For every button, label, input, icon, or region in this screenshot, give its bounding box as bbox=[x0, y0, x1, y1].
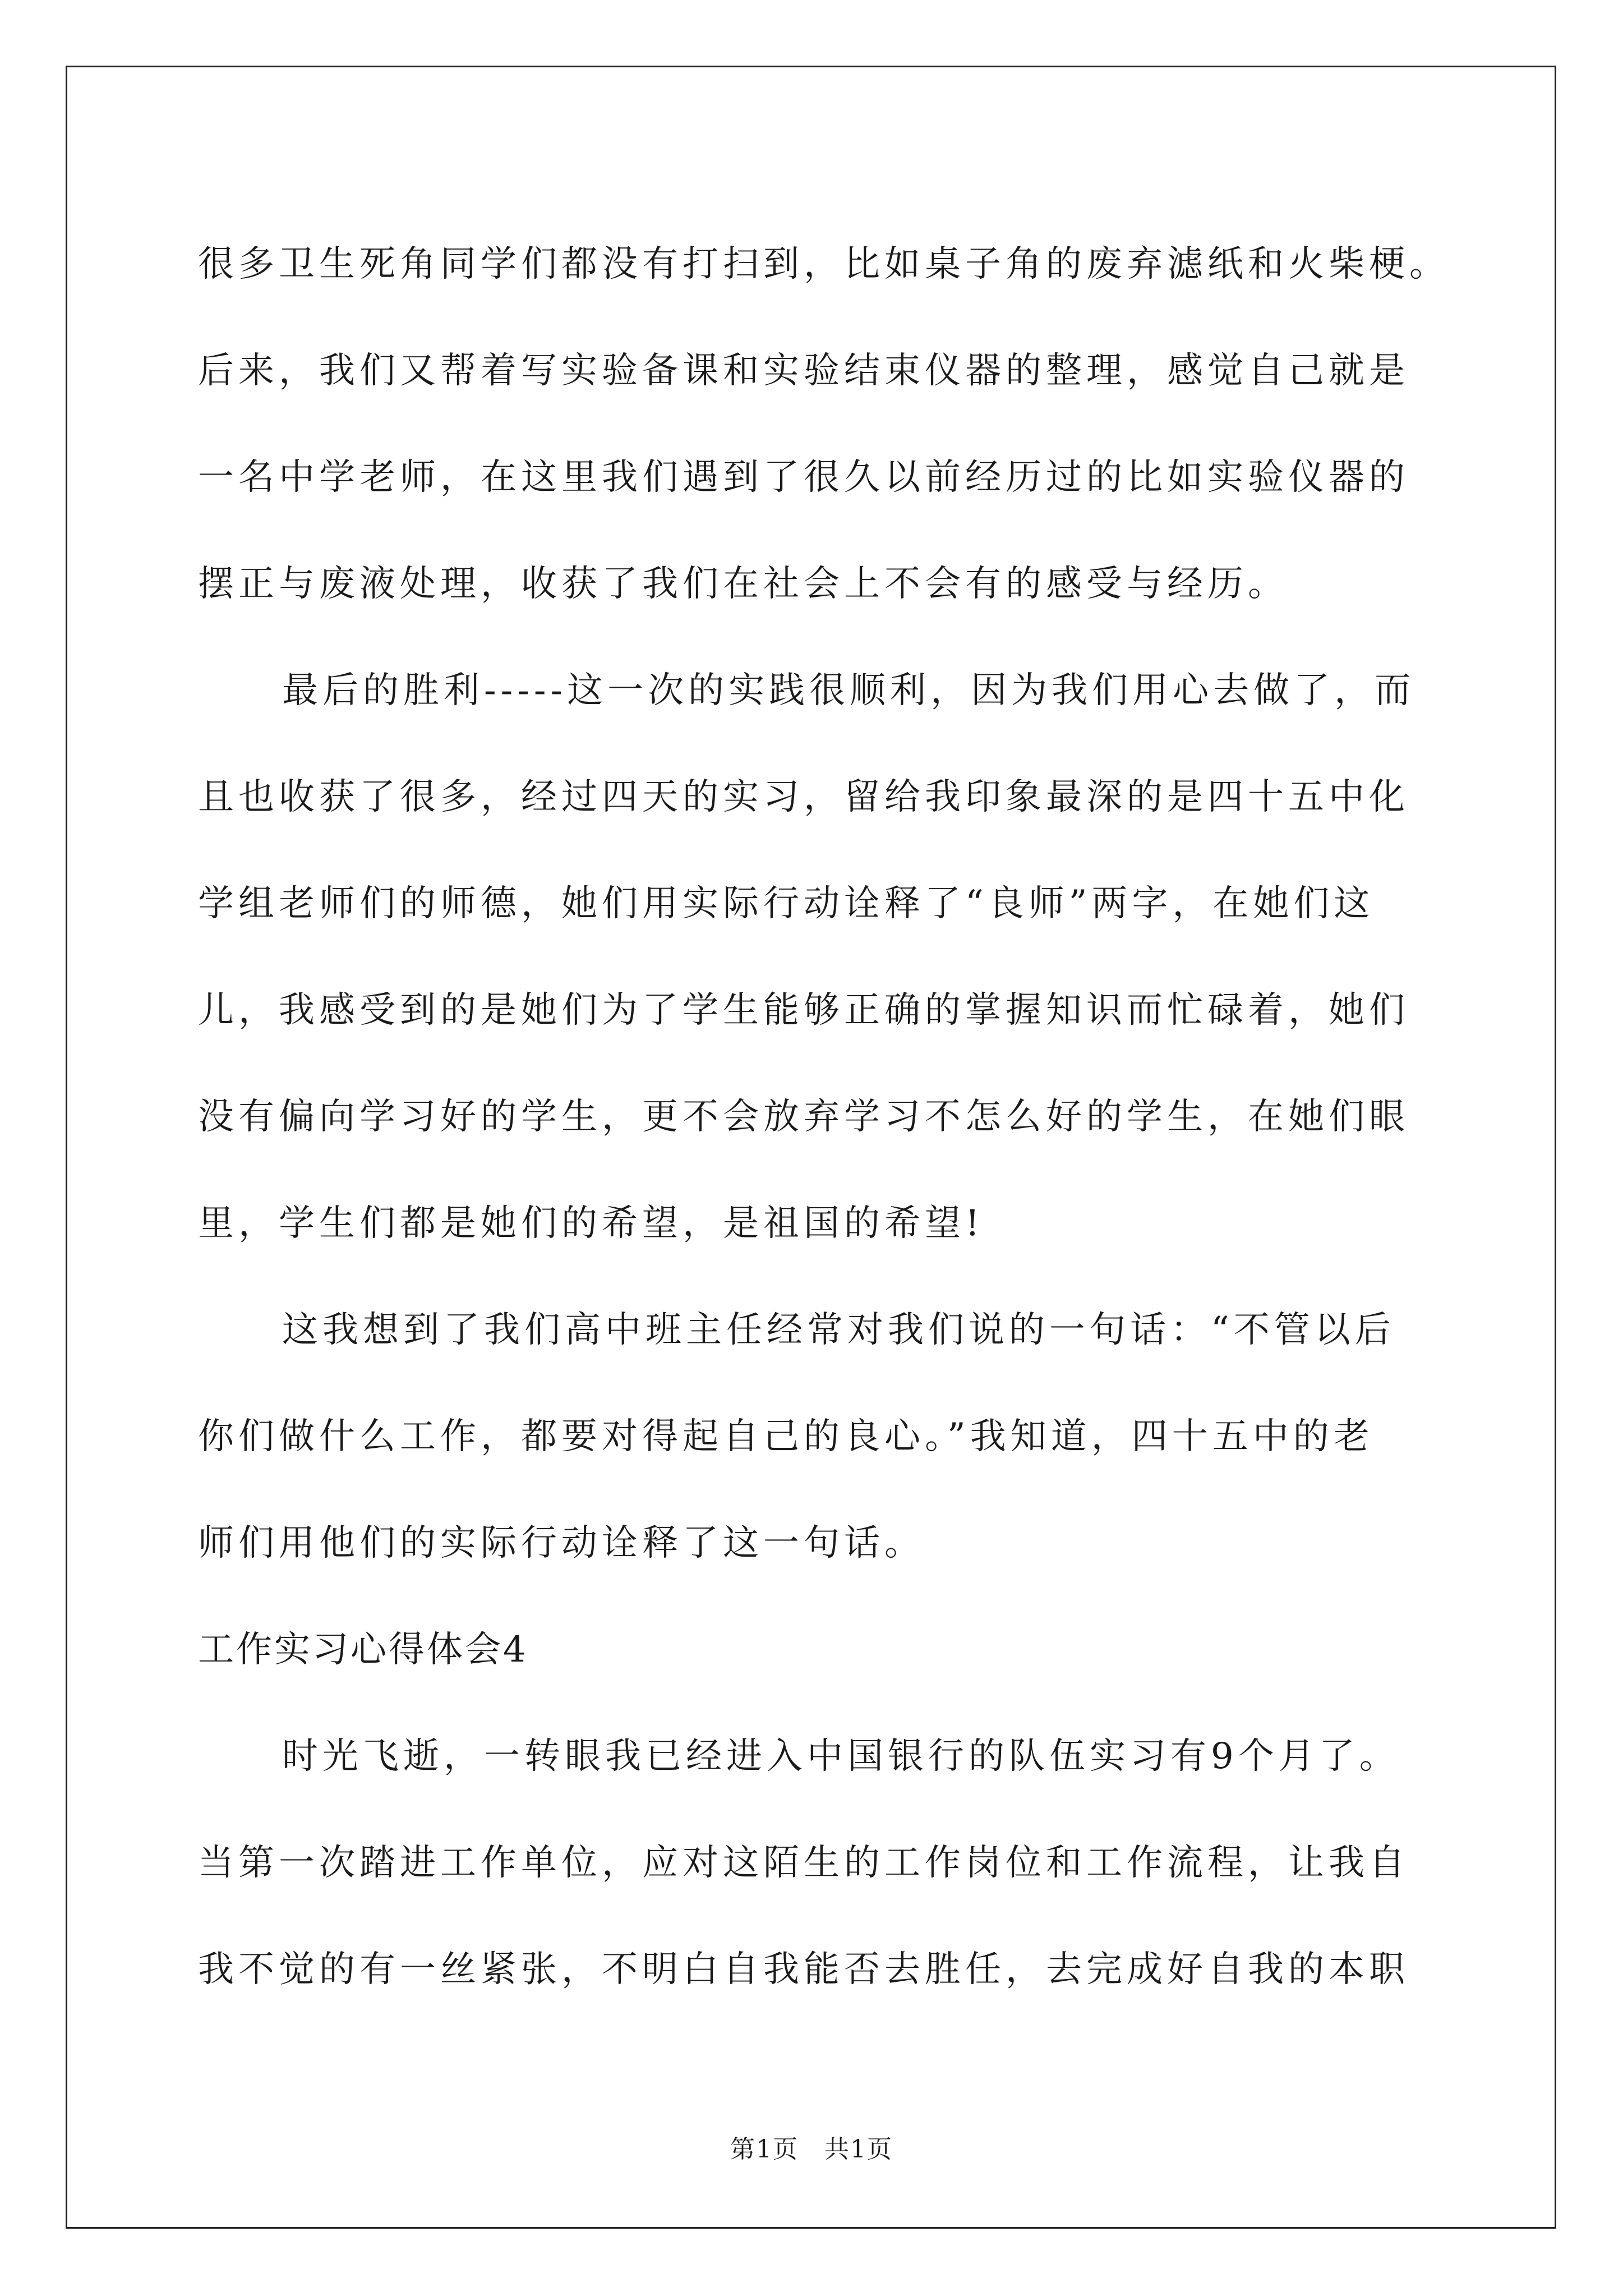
text-line: 很多卫生死角同学们都没有打扫到，比如桌子角的废弃滤纸和火柴梗。 bbox=[198, 243, 1450, 285]
text-line: 里，学生们都是她们的希望，是祖国的希望! bbox=[198, 1203, 984, 1244]
paragraph-start-line: 时光飞逝，一转眼我已经进入中国银行的队伍实习有9个月了。 bbox=[282, 1736, 1400, 1777]
text-line: 你们做什么工作，都要对得起自己的良心。”我知道，四十五中的老 bbox=[198, 1416, 1374, 1457]
text-line: 一名中学老师，在这里我们遇到了很久以前经历过的比如实验仪器的 bbox=[198, 457, 1409, 498]
section-heading: 工作实习心得体会4 bbox=[198, 1629, 528, 1671]
document-body bbox=[198, 208, 1450, 2019]
text-line: 儿，我感受到的是她们为了学生能够正确的掌握知识而忙碌着，她们 bbox=[198, 990, 1409, 1031]
text-line: 且也收获了很多，经过四天的实习，留给我印象最深的是四十五中化 bbox=[198, 776, 1409, 818]
text-line: 没有偏向学习好的学生，更不会放弃学习不怎么好的学生，在她们眼 bbox=[198, 1096, 1409, 1138]
page-number-footer: 第1页 共1页 bbox=[730, 2135, 893, 2164]
text-line: 当第一次踏进工作单位，应对这陌生的工作岗位和工作流程，让我自 bbox=[198, 1842, 1409, 1884]
text-line: 摆正与废液处理，收获了我们在社会上不会有的感受与经历。 bbox=[198, 563, 1288, 605]
text-line: 师们用他们的实际行动诠释了这一句话。 bbox=[198, 1522, 925, 1564]
paragraph-start-line: 最后的胜利-----这一次的实践很顺利，因为我们用心去做了，而 bbox=[282, 670, 1415, 711]
text-line: 学组老师们的师德，她们用实际行动诠释了“良师”两字，在她们这 bbox=[198, 883, 1375, 924]
paragraph-start-line: 这我想到了我们高中班主任经常对我们说的一句话：“不管以后 bbox=[282, 1309, 1395, 1351]
text-line: 后来，我们又帮着写实验备课和实验结束仪器的整理，感觉自己就是 bbox=[198, 350, 1409, 392]
text-line: 我不觉的有一丝紧张，不明白自我能否去胜任，去完成好自我的本职 bbox=[198, 1949, 1409, 1990]
